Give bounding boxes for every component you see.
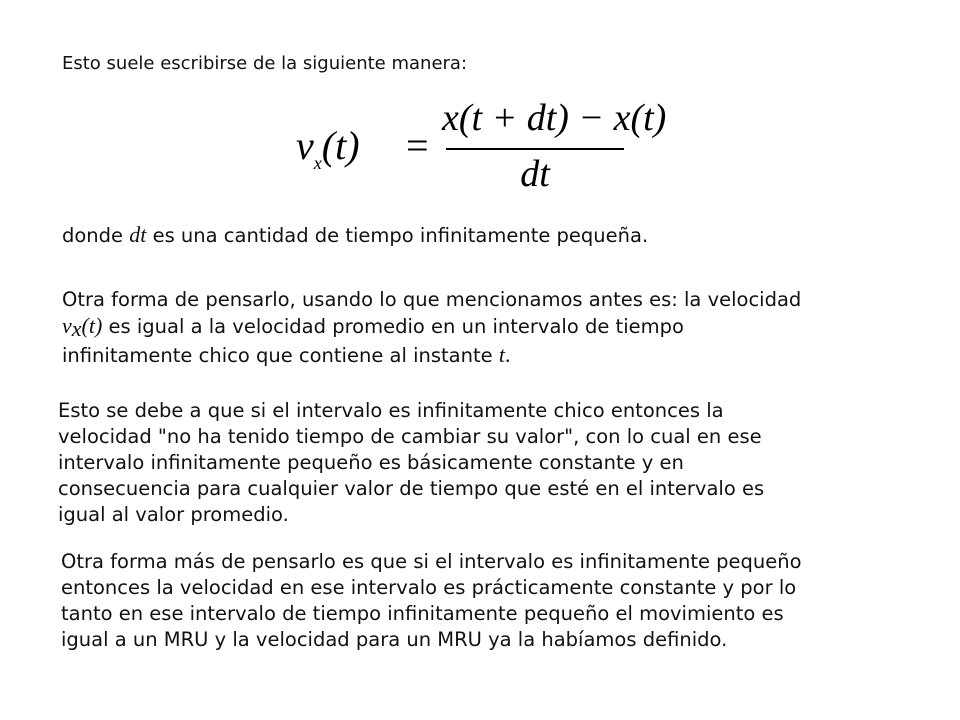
- p2-v-subscript: x: [71, 316, 82, 341]
- p1-post: es una cantidad de tiempo infinitamente pequeña.: [146, 224, 649, 247]
- p1-pre: donde: [62, 224, 130, 247]
- equation-velocity-symbol: v: [296, 123, 314, 168]
- equation-velocity-subscript: x: [313, 153, 322, 173]
- p4-line: Otra forma más de pensarlo es que si el intervalo es infinitamente pequeño: [61, 550, 802, 573]
- equation-fraction-bar: [446, 148, 624, 150]
- p3-line: Esto se debe a que si el intervalo es infinitamente chico entonces la: [58, 399, 724, 422]
- p3-line: igual al valor promedio.: [58, 503, 289, 526]
- p3-line: intervalo infinitamente pequeño es básicamente constante y en: [58, 451, 684, 474]
- p2-line3-pre: infinitamente chico que contiene al instante: [62, 344, 499, 367]
- p4-line: tanto en ese intervalo de tiempo infinitamente pequeño el movimiento es: [61, 602, 784, 625]
- equation-equals-sign: =: [406, 123, 429, 168]
- p3-line: consecuencia para cualquier valor de tiempo que esté en el intervalo es: [58, 477, 765, 500]
- p2-line1: Otra forma de pensarlo, usando lo que mencionamos antes es: la velocidad: [62, 288, 802, 311]
- p3-line: velocidad "no ha tenido tiempo de cambiar su valor", con lo cual en ese: [58, 425, 762, 448]
- equation-velocity-argument: (t): [321, 123, 360, 168]
- paragraph-constant-velocity: [58, 398, 918, 528]
- equation-lhs: [296, 123, 360, 183]
- velocity-equation: [296, 96, 667, 196]
- intro-text: Esto suele escribirse de la siguiente manera:: [62, 53, 468, 74]
- paragraph-dt-definition: [62, 222, 648, 249]
- equation-numerator: x(t + dt) − x(t): [442, 97, 667, 139]
- paragraph-mru: [61, 549, 921, 653]
- p2-v-argument: (t): [81, 313, 103, 338]
- equation-denominator: dt: [520, 153, 550, 195]
- p2-t-symbol: t: [498, 342, 505, 367]
- p4-line: igual a un MRU y la velocidad para un MRU ya la habíamos definido.: [61, 628, 728, 651]
- p2-line2-rest: es igual a la velocidad promedio en un intervalo de tiempo: [102, 315, 684, 338]
- p2-line3-end: .: [504, 342, 511, 367]
- p1-dt-symbol: dt: [129, 222, 147, 247]
- p4-line: entonces la velocidad en ese intervalo es prácticamente constante y por lo: [61, 576, 797, 599]
- paragraph-average-velocity: [62, 287, 922, 369]
- p2-v-symbol: v: [62, 313, 72, 338]
